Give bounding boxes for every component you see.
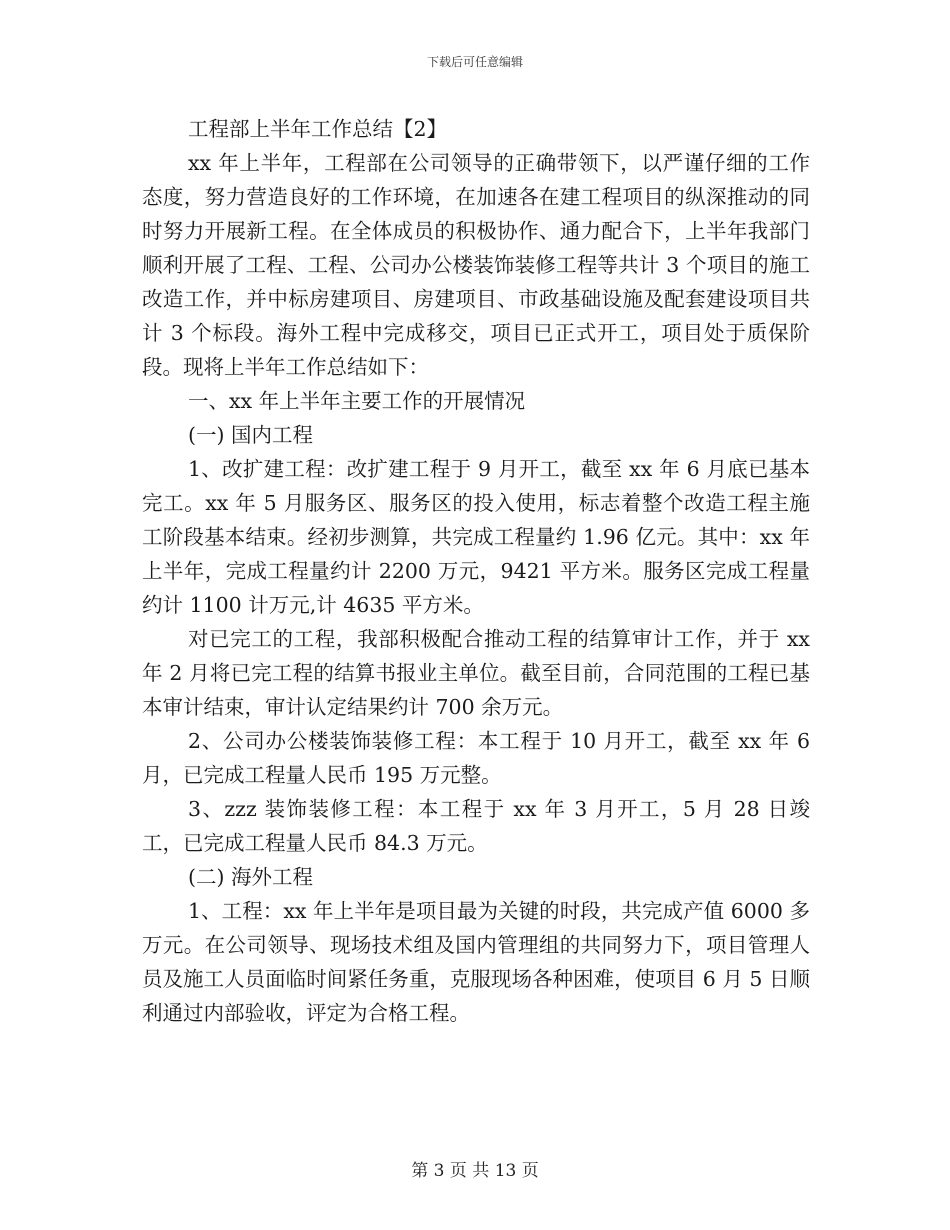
paragraph-intro: xx 年上半年，工程部在公司领导的正确带领下，以严谨仔细的工作态度，努力营造良好的工作环境，在加速各在建工程项目的纵深推动的同时努力开展新工程。在全体成员的积极协作、通力配合下，上半年我部门顺利开展了工程、工程、公司办公楼装饰装修工程等共计 3 个项目的施工改造工作，并中标房建项目、房建项目、市政基础设施及配套建设项目共计 3 个标段。海外工程中完成移交，项目已正式开工，项目处于质保阶段。现将上半年工作总结如下： xyxy=(142,151,810,379)
subsection-heading-overseas: (二) 海外工程 xyxy=(188,865,314,889)
subsection-heading-domestic: (一) 国内工程 xyxy=(188,423,314,447)
document-body xyxy=(142,112,810,1030)
paragraph-zzz-decoration: 3、zzz 装饰装修工程：本工程于 xx 年 3 月开工，5 月 28 日竣工，已完成工程量人民币 84.3 万元。 xyxy=(142,797,810,855)
paragraph-overseas-project: 1、工程：xx 年上半年是项目最为关键的时段，共完成产值 6000 多万元。在公司领导、现场技术组及国内管理组的共同努力下，项目管理人员及施工人员面临时间紧任务重，克服现场各种困难，使项目 6 月 5 日顺利通过内部验收，评定为合格工程。 xyxy=(142,899,810,1025)
paragraph-renovation: 1、改扩建工程：改扩建工程于 9 月开工，截至 xx 年 6 月底已基本完工。xx 年 5 月服务区、服务区的投入使用，标志着整个改造工程主施工阶段基本结束。经初步测算，共完成工程量约 1.96 亿元。其中：xx 年上半年，完成工程量约计 2200 万元，9421 平方米。服务区完成工程量约计 1100 计万元,计 4635 平方米。 xyxy=(142,457,810,617)
page-header-note: 下载后可任意编辑 xyxy=(426,55,523,69)
section-heading-1: 一、xx 年上半年主要工作的开展情况 xyxy=(188,389,526,413)
document-title: 工程部上半年工作总结【2】 xyxy=(188,117,448,141)
page-number-footer: 第 3 页 共 13 页 xyxy=(411,1161,539,1181)
paragraph-office-building: 2、公司办公楼装饰装修工程：本工程于 10 月开工，截至 xx 年 6 月，已完成工程量人民币 195 万元整。 xyxy=(142,729,810,787)
paragraph-audit: 对已完工的工程，我部积极配合推动工程的结算审计工作，并于 xx 年 2 月将已完工程的结算书报业主单位。截至目前，合同范围的工程已基本审计结束，审计认定结果约计 700 余万元。 xyxy=(142,627,810,719)
